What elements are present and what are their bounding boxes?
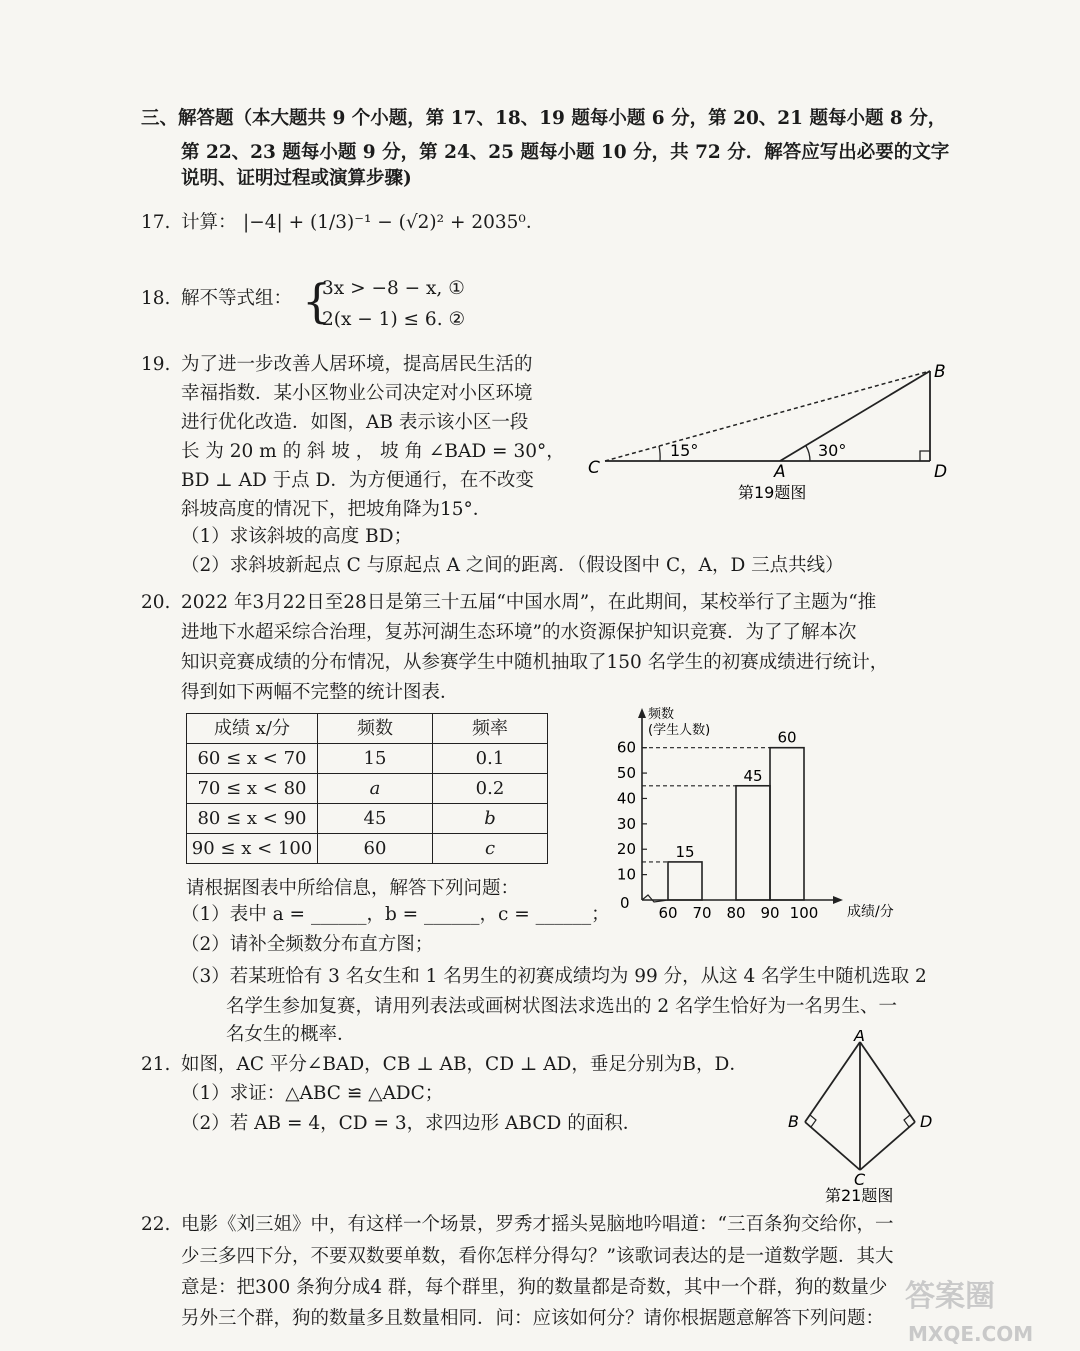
q19-text-line: 幸福指数．某小区物业公司决定对小区环境	[181, 383, 533, 404]
q20-part-3-line2: 名学生参加复赛，请用列表法或画树状图法求选出的 2 名学生恰好为一名男生、一	[226, 996, 898, 1017]
table-cell: 90 ≤ x < 100	[187, 834, 318, 864]
arrow-icon	[833, 896, 843, 904]
q22-number: 22.	[141, 1214, 171, 1235]
section-heading-line3: 说明、证明过程或演算步骤)	[181, 168, 412, 189]
table-header: 频率	[433, 714, 548, 744]
y-tick-label: 20	[616, 840, 636, 859]
table-cell: 0.2	[433, 774, 548, 804]
table-header-row	[187, 714, 548, 744]
angle-30-label: 30°	[818, 441, 847, 460]
label-d: D	[920, 1112, 933, 1131]
x-tick-label: 90	[760, 904, 780, 922]
x-tick-label: 60	[658, 904, 678, 922]
q19-text-line: 进行优化改造．如图，AB 表示该小区一段	[181, 412, 529, 433]
q19-text-line: 长 为 20 m 的 斜 坡 ， 坡 角 ∠BAD = 30°，	[181, 441, 565, 462]
table-cell: 45	[318, 804, 433, 834]
section-heading-line2: 第 22、23 题每小题 9 分，第 24、25 题每小题 10 分，共 72 分．解答应写出必要的文字	[181, 142, 950, 163]
table-cell: 80 ≤ x < 90	[187, 804, 318, 834]
axis-break-icon	[642, 895, 668, 902]
table-header: 频数	[318, 714, 433, 744]
table-row	[187, 774, 548, 804]
table-header: 成绩 x/分	[187, 714, 318, 744]
label-b: B	[934, 362, 946, 382]
q20-instruction: 请根据图表中所给信息，解答下列问题：	[186, 878, 520, 899]
label-b: B	[788, 1112, 799, 1131]
bar-value-label: 45	[743, 766, 763, 785]
y-axis-label: 频数	[648, 707, 675, 722]
q19-number: 19.	[141, 354, 171, 375]
q20-part-1: （1）表中 a = ______，b = ______，c = ______；	[181, 904, 610, 925]
q20-text-line: 得到如下两幅不完整的统计图表．	[181, 682, 459, 703]
q20-text-line: 进地下水超采综合治理，复苏河湖生态环境”的水资源保护知识竞赛．为了了解本次	[181, 622, 857, 643]
y-tick-label: 50	[616, 764, 636, 783]
q18-inequality-2: 2(x − 1) ≤ 6. ②	[322, 309, 466, 330]
table-row	[187, 834, 548, 864]
arrow-icon	[638, 708, 646, 718]
watermark-url: MXQE.COM	[908, 1322, 1034, 1346]
figure-caption: 第21题图	[825, 1186, 894, 1205]
segment-ad	[860, 1042, 915, 1122]
segment-bc	[805, 1122, 860, 1170]
table-cell: 60 ≤ x < 70	[187, 744, 318, 774]
histogram-bar	[770, 748, 804, 900]
right-angle-icon	[904, 1115, 910, 1127]
table-cell: 15	[318, 744, 433, 774]
q19-part-1: （1）求该斜坡的高度 BD；	[181, 526, 413, 547]
angle-arc-icon	[806, 446, 810, 461]
table-row	[187, 804, 548, 834]
q20-number: 20.	[141, 592, 171, 613]
watermark-logo: 答案圈	[905, 1279, 995, 1314]
angle-15-label: 15°	[670, 441, 699, 460]
bar-value-label: 15	[675, 842, 695, 861]
q18-inequality-1: 3x > −8 − x, ①	[322, 278, 465, 299]
table-cell: 0.1	[433, 744, 548, 774]
segment-ab	[805, 1042, 860, 1122]
table-cell: 70 ≤ x < 80	[187, 774, 318, 804]
x-tick-label: 100	[789, 904, 819, 922]
section-heading: 三、解答题（本大题共 9 个小题，第 17、18、19 题每小题 6 分，第 20、21 题每小题 8 分，	[141, 108, 947, 129]
q19-text-line: 为了进一步改善人居环境，提高居民生活的	[181, 354, 533, 375]
histogram-bar	[668, 862, 702, 900]
figure-caption: 第19题图	[738, 483, 807, 502]
q22-text-line: 意是：把300 条狗分成4 群，每个群里，狗的数量都是奇数，其中一个群，狗的数量少	[181, 1277, 888, 1298]
q17-number: 17.	[141, 212, 171, 233]
q22-text-line: 电影《刘三姐》中，有这样一个场景，罗秀才摇头晃脑地吟唱道：“三百条狗交给你，一	[181, 1214, 894, 1235]
q17-expression: |−4| + (1/3)⁻¹ − (√2)² + 2035⁰．	[243, 212, 545, 233]
histogram-bar	[736, 786, 770, 900]
y-tick-label: 30	[616, 814, 636, 833]
q18-number: 18.	[141, 288, 171, 309]
table-cell: a	[318, 774, 433, 804]
label-d: D	[934, 462, 948, 482]
x-tick-label: 80	[726, 904, 746, 922]
angle-arc-icon	[659, 446, 660, 461]
y-tick-label: 10	[616, 865, 636, 884]
slope-ab	[780, 371, 930, 461]
q21-text: 如图，AC 平分∠BAD，CB ⊥ AB，CD ⊥ AD，垂足分别为B，D．	[181, 1054, 748, 1075]
frequency-table	[186, 713, 548, 864]
q22-text-line: 另外三个群，狗的数量多且数量相同．问：应该如何分？请你根据题意解答下列问题：	[181, 1308, 885, 1329]
table-cell: 60	[318, 834, 433, 864]
slope-cb-dashed	[605, 371, 930, 461]
segment-dc	[860, 1122, 915, 1170]
brace-icon: {	[302, 274, 332, 328]
q21-figure	[780, 1030, 950, 1205]
label-a: A	[774, 462, 786, 482]
origin-label: 0	[620, 894, 630, 912]
q20-part-2: （2）请补全频数分布直方图；	[181, 934, 434, 955]
q20-text-line: 知识竞赛成绩的分布情况，从参赛学生中随机抽取了150 名学生的初赛成绩进行统计，	[181, 652, 889, 673]
q19-part-2: （2）求斜坡新起点 C 与原起点 A 之间的距离．（假设图中 C，A，D 三点共线）	[181, 555, 844, 576]
bar-value-label: 60	[777, 728, 797, 747]
q20-text-line: 2022 年3月22日至28日是第三十五届“中国水周”，在此期间，某校举行了主题为“推	[181, 592, 877, 613]
table-row	[187, 744, 548, 774]
y-tick-label: 40	[616, 789, 636, 808]
frequency-histogram	[600, 700, 910, 925]
q19-figure	[580, 355, 970, 505]
q21-part-1: （1）求证：△ABC ≌ △ADC；	[181, 1083, 444, 1104]
q20-part-3: （3）若某班恰有 3 名女生和 1 名男生的初赛成绩均为 99 分，从这 4 名学生中随机选取 2	[181, 966, 927, 987]
label-a: A	[854, 1030, 865, 1045]
right-angle-icon	[920, 451, 930, 461]
q20-part-3-line3: 名女生的概率．	[226, 1024, 356, 1045]
q18-label: 解不等式组：	[181, 288, 293, 309]
table-cell: b	[433, 804, 548, 834]
q21-number: 21.	[141, 1054, 171, 1075]
q19-text-line: BD ⊥ AD 于点 D．为方便通行，在不改变	[181, 470, 534, 491]
right-angle-icon	[810, 1115, 816, 1127]
q19-text-line: 斜坡高度的情况下，把坡角降为15°．	[181, 499, 492, 520]
label-c: C	[854, 1170, 866, 1189]
x-tick-label: 70	[692, 904, 712, 922]
q17-label: 计算：	[181, 212, 237, 233]
x-axis-label: 成绩/分	[847, 904, 894, 920]
q22-text-line: 少三多四下分，不要双数要单数，看你怎样分得勾？”该歌词表达的是一道数学题．其大	[181, 1246, 894, 1267]
label-c: C	[588, 458, 600, 478]
y-tick-label: 60	[616, 738, 636, 757]
q21-part-2: （2）若 AB = 4，CD = 3，求四边形 ABCD 的面积．	[181, 1113, 642, 1134]
y-axis-label-sub: (学生人数)	[648, 723, 711, 738]
table-cell: c	[433, 834, 548, 864]
